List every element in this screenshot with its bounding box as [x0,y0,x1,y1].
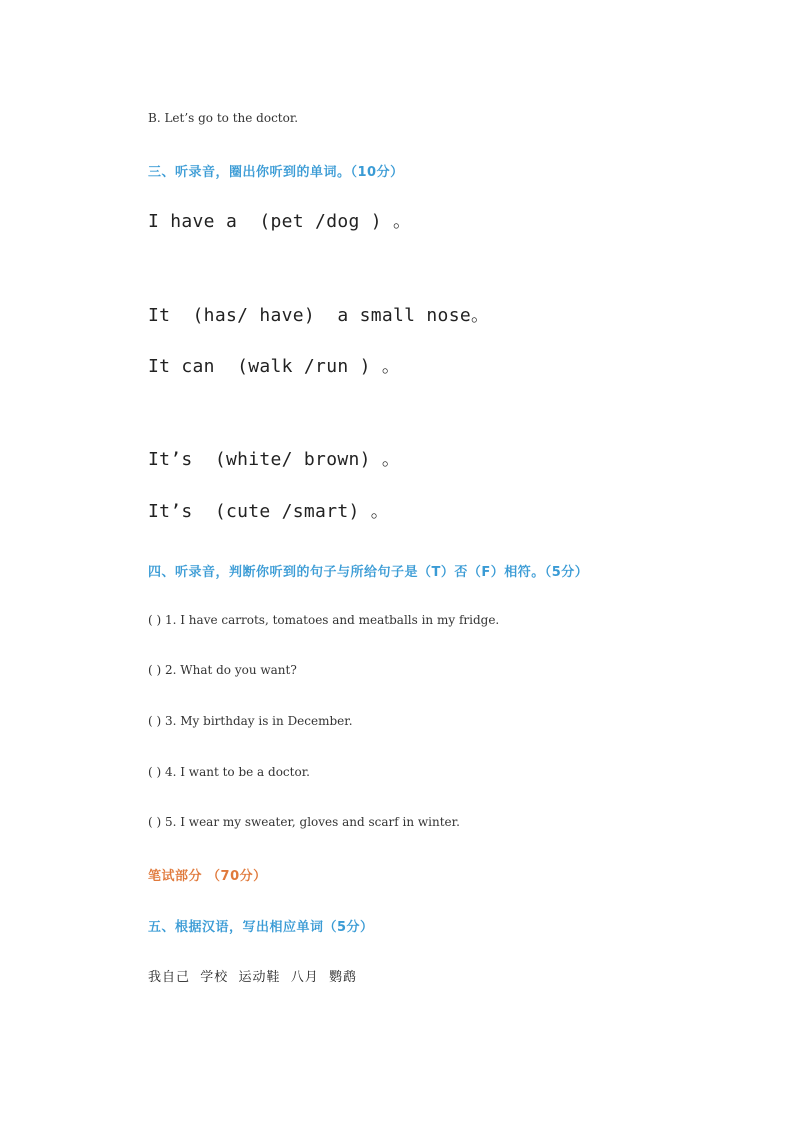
section-5-title: 五、根据汉语，写出相应单词（5分） [148,920,374,935]
section-4-question-1: ( ) 1. I have carrots, tomatoes and meatballs in my fridge. [148,613,500,627]
section-3-sentence-1: I have a (pet /dog ) 。 [148,211,412,232]
section-4-question-3: ( ) 3. My birthday is in December. [148,714,353,728]
section-3-sentence-5: It’s (cute /smart) 。 [148,501,390,522]
section-4-title: 四、听录音，判断你听到的句子与所给句子是（T）否（F）相符。（5分） [148,565,589,580]
section-5-word-list: 我自己 学校 运动鞋 八月 鹦鹉 [148,970,358,985]
section-3-sentence-3: It can (walk /run ) 。 [148,356,401,377]
section-4-question-4: ( ) 4. I want to be a doctor. [148,765,310,779]
section-4-question-5: ( ) 5. I wear my sweater, gloves and scarf in winter. [148,815,460,829]
section-3-sentence-2: It (has/ have) a small nose。 [148,305,490,326]
section-3-sentence-4: It’s (white/ brown) 。 [148,449,401,470]
written-part-title: 笔试部分 （70分） [148,869,267,884]
answer-option-b: B. Let’s go to the doctor. [148,111,299,125]
section-3-title: 三、听录音，圈出你听到的单词。（10分） [148,165,404,180]
section-4-question-2: ( ) 2. What do you want? [148,663,297,677]
